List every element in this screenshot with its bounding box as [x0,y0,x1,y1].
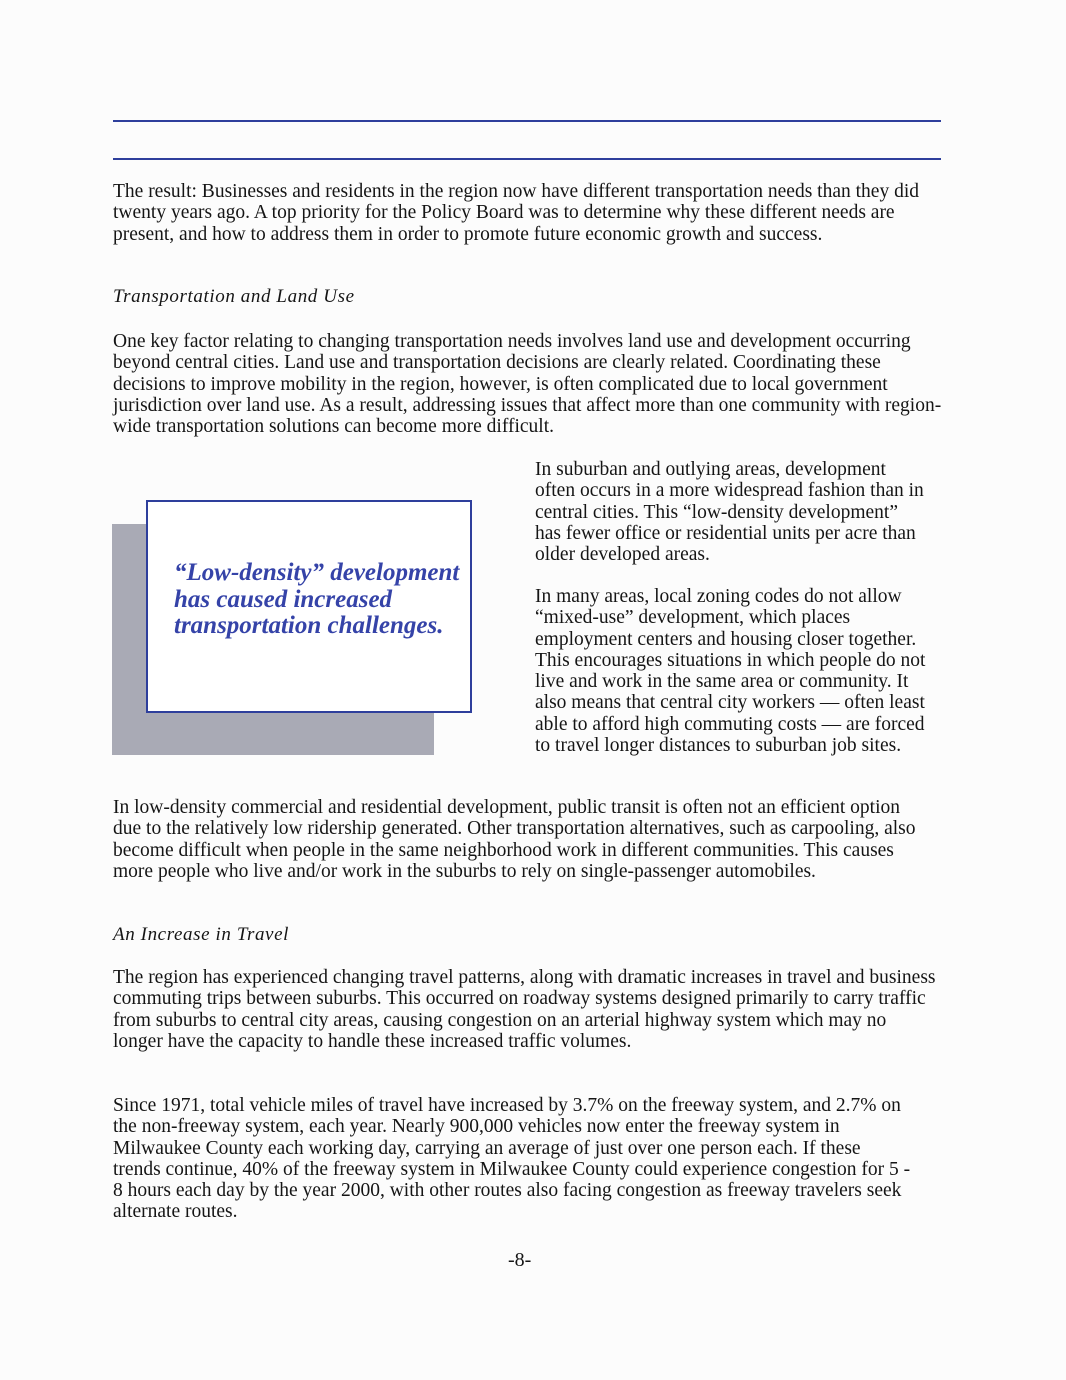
top-rule [113,120,941,122]
paragraph-since-1971: Since 1971, total vehicle miles of travel have increased by 3.7% on the freeway system, and 2.7% on the non-freeway system, each year. Nearly 900,000 vehicles now enter the freeway system in Milwaukee County each working day, carrying an average of just over one person each. If these trends continue, 40% of the freeway system in Milwaukee County could experience congestion for 5 - 8 hours each day by the year 2000, with other routes also facing congestion as freeway travelers seek alternate routes. [113,1095,911,1223]
paragraph-key-factor: One key factor relating to changing transportation needs involves land use and development occurring beyond central cities. Land use and transportation decisions are clearly related. Coordinating these decisions to improve mobility in the region, however, is often complicated due to local government jurisdiction over land use. As a result, addressing issues that affect more than one community with region-wide transportation solutions can become more difficult. [113,331,942,438]
paragraph-zoning: In many areas, local zoning codes do not allow “mixed-use” development, which places employment centers and housing closer together. This encourages situations in which people do not live and work in the same area or community. It also means that central city workers — often least able to afford high commuting costs — are forced to travel longer distances to suburban job sites. [535,586,926,757]
paragraph-travel-patterns: The region has experienced changing travel patterns, along with dramatic increases in travel and business commuting trips between suburbs. This occurred on roadway systems designed primarily to carry traffic from suburbs to central city areas, causing congestion on an arterial highway system which may no longer have the capacity to handle these increased traffic volumes. [113,967,936,1052]
paragraph-suburban: In suburban and outlying areas, development often occurs in a more widespread fashion than in central cities. This “low-density development” has fewer office or residential units per acre than older developed areas. [535,459,924,566]
pull-quote-text: “Low-density” development has caused increased transportation challenges. [174,559,460,639]
heading-transportation-land-use: Transportation and Land Use [113,286,355,307]
paragraph-low-density: In low-density commercial and residential development, public transit is often not an efficient option due to the relatively low ridership generated. Other transportation alternatives, such as carpooling, also become difficult when people in the same neighborhood work in different communities. This causes more people who live and/or work in the suburbs to rely on single-passenger automobiles. [113,797,916,882]
paragraph-result: The result: Businesses and residents in the region now have different transportation needs than they did twenty years ago. A top priority for the Policy Board was to determine why these different needs are present, and how to address them in order to promote future economic growth and success. [113,181,919,245]
heading-increase-in-travel: An Increase in Travel [113,924,290,945]
pull-quote-box [146,500,472,713]
page-number: -8- [508,1249,532,1271]
second-rule [113,158,941,160]
